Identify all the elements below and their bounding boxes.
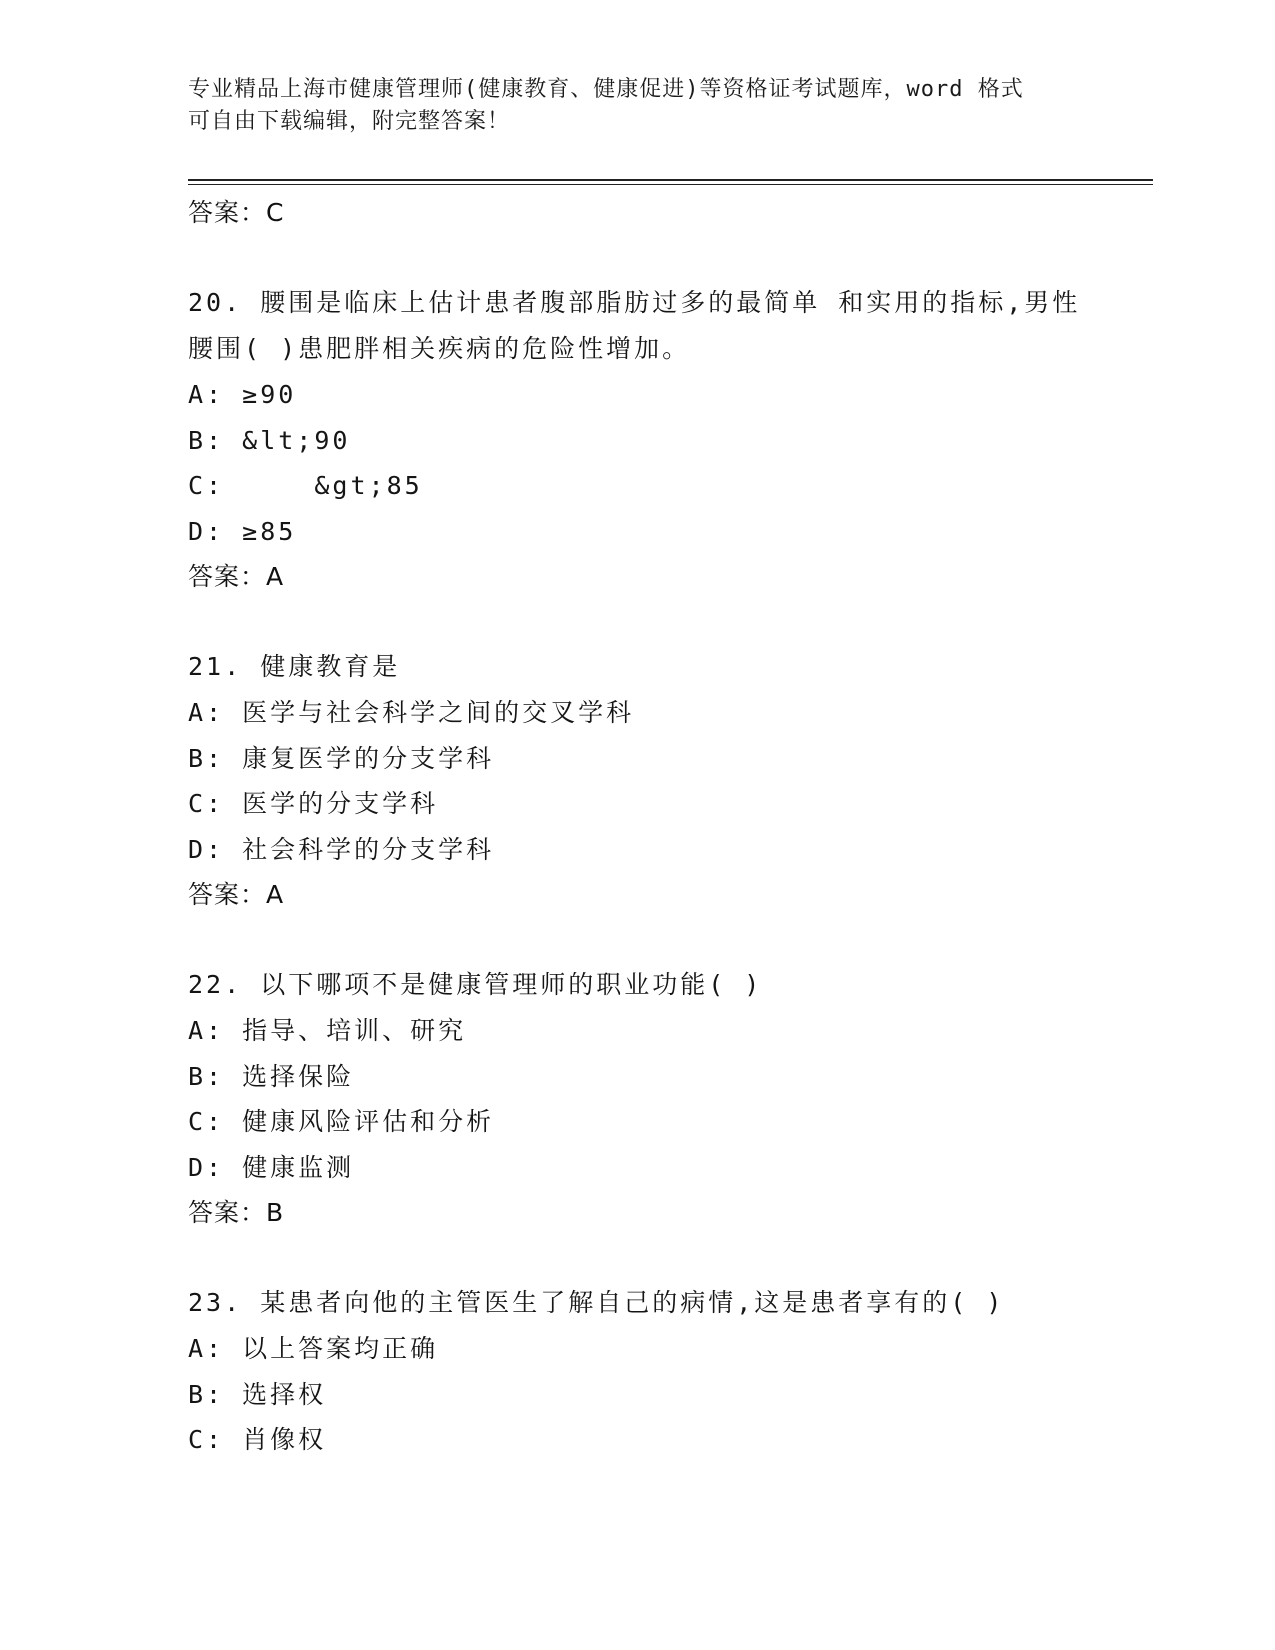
question-answer: 答案：A xyxy=(188,880,285,909)
option-a: A: 指导、培训、研究 xyxy=(188,1016,467,1045)
option-d: D: ≥85 xyxy=(188,516,297,546)
question-21 xyxy=(188,644,1088,917)
header-line-1: 专业精品上海市健康管理师(健康教育、健康促进)等资格证考试题库，word 格式 xyxy=(188,77,1024,102)
option-d: D: 健康监测 xyxy=(188,1152,355,1182)
question-stem: 23. 某患者向他的主管医生了解自己的病情,这是患者享有的( ) xyxy=(188,1288,1005,1317)
option-c: C: 健康风险评估和分析 xyxy=(188,1107,495,1136)
header-divider-thick xyxy=(188,179,1153,181)
option-b: B: &lt;90 xyxy=(188,425,351,455)
question-stem: 22. 以下哪项不是健康管理师的职业功能( ) xyxy=(188,970,763,999)
question-22 xyxy=(188,962,1088,1235)
option-a: A: 医学与社会科学之间的交叉学科 xyxy=(188,698,635,727)
question-answer: 答案：A xyxy=(188,562,285,591)
option-c: C: &gt;85 xyxy=(188,471,423,500)
question-23 xyxy=(188,1280,1088,1463)
option-a: A: ≥90 xyxy=(188,380,297,409)
question-20 xyxy=(188,280,1088,599)
option-a: A: 以上答案均正确 xyxy=(188,1334,439,1363)
previous-answer: 答案：C xyxy=(188,198,285,227)
option-d: D: 社会科学的分支学科 xyxy=(188,834,495,864)
option-c: C: 肖像权 xyxy=(188,1425,327,1454)
option-b: B: 康复医学的分支学科 xyxy=(188,743,495,773)
question-stem: 21. 健康教育是 xyxy=(188,652,401,681)
header-divider-thin xyxy=(188,184,1153,185)
option-c: C: 医学的分支学科 xyxy=(188,789,439,818)
header-line-2: 可自由下载编辑，附完整答案！ xyxy=(188,109,511,134)
question-stem: 20. 腰围是临床上估计患者腹部脂肪过多的最简单 和实用的指标,男性腰围( )患肥胖相关疾病的危险性增加。 xyxy=(188,288,1081,363)
option-b: B: 选择权 xyxy=(188,1379,327,1409)
question-answer: 答案：B xyxy=(188,1198,285,1227)
document-header xyxy=(188,74,1088,138)
question-list xyxy=(188,190,1088,1463)
option-b: B: 选择保险 xyxy=(188,1061,355,1091)
